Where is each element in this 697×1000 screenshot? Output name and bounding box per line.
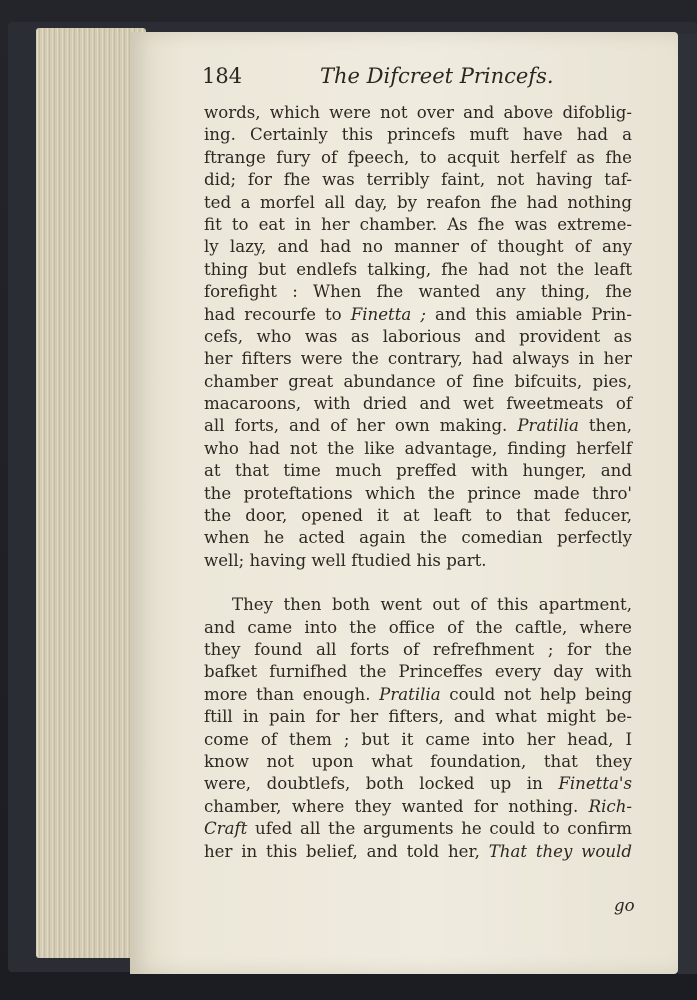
book-cover-right-edge bbox=[678, 34, 697, 974]
italic-name: Finetta's bbox=[558, 774, 632, 794]
text-line bbox=[204, 304, 632, 326]
text-run: chamber great abundance of fine bifcuits, pies, bbox=[204, 371, 632, 391]
text-run: then, bbox=[578, 416, 632, 436]
text-run: when he acted again the comedian perfectly bbox=[204, 528, 632, 548]
text-run: know not upon what foundation, that they bbox=[204, 751, 632, 771]
text-run: well; having well ftudied his part. bbox=[204, 550, 487, 570]
italic-name: Finetta ; bbox=[350, 304, 426, 324]
text-line bbox=[204, 371, 632, 393]
text-run: they found all forts of refrefhment ; for the bbox=[204, 639, 632, 659]
text-line bbox=[204, 684, 632, 706]
text-run: her fifters were the contrary, had always in her bbox=[204, 349, 632, 369]
text-run: the door, opened it at leaft to that feducer, bbox=[204, 506, 632, 526]
text-line bbox=[204, 550, 632, 572]
italic-phrase: That they would bbox=[488, 841, 632, 861]
text-run: words, which were not over and above difoblig- bbox=[204, 103, 632, 122]
text-line bbox=[204, 617, 632, 639]
text-line bbox=[204, 796, 632, 818]
text-run: come of them ; but it came into her head, I bbox=[204, 729, 632, 749]
paragraph-2 bbox=[204, 594, 632, 863]
text-run: forefight : When fhe wanted any thing, fhe bbox=[204, 282, 632, 302]
text-line bbox=[204, 415, 632, 437]
text-run: more than enough. bbox=[204, 684, 380, 704]
text-run: fit to eat in her chamber. As fhe was extreme- bbox=[204, 214, 632, 234]
text-run: the proteftations which the prince made thro' bbox=[204, 483, 632, 503]
text-run: and came into the office of the caftle, where bbox=[204, 617, 632, 637]
italic-name: Pratilia bbox=[517, 416, 579, 436]
page-number: 184 bbox=[202, 64, 243, 88]
text-run: could not help being bbox=[440, 684, 632, 704]
text-line bbox=[204, 527, 632, 549]
text-run: had recourfe to bbox=[204, 304, 351, 324]
text-run: at that time much preffed with hunger, and bbox=[204, 461, 632, 481]
text-line bbox=[204, 236, 632, 258]
text-line bbox=[204, 818, 632, 840]
text-line bbox=[204, 214, 632, 236]
text-line bbox=[204, 438, 632, 460]
text-line bbox=[204, 729, 632, 751]
text-line bbox=[204, 169, 632, 191]
body-text bbox=[204, 102, 632, 863]
text-run: chamber, where they wanted for nothing. bbox=[204, 796, 589, 816]
text-line bbox=[204, 147, 632, 169]
text-line bbox=[204, 281, 632, 303]
text-line bbox=[204, 706, 632, 728]
text-run: ftrange fury of fpeech, to acquit herfelf as fhe bbox=[204, 147, 632, 167]
text-line bbox=[204, 841, 632, 863]
text-run: and this amiable Prin- bbox=[425, 304, 632, 324]
text-run: They then both went out of this apartment, bbox=[232, 595, 632, 615]
text-line bbox=[204, 393, 632, 415]
text-line bbox=[204, 460, 632, 482]
text-line bbox=[204, 594, 632, 616]
text-run: macaroons, with dried and wet fweetmeats of bbox=[204, 394, 632, 414]
text-line bbox=[204, 661, 632, 683]
text-line bbox=[204, 639, 632, 661]
text-line bbox=[204, 348, 632, 370]
text-line bbox=[204, 751, 632, 773]
italic-name: Craft bbox=[204, 819, 248, 839]
text-run: ufed all the arguments he could to confirm bbox=[247, 819, 632, 839]
paragraph-1 bbox=[204, 102, 632, 572]
text-run: ing. Certainly this princefs muft have had a bbox=[204, 125, 632, 145]
text-line bbox=[204, 124, 632, 146]
text-run: bafket furnifhed the Princeffes every day with bbox=[204, 662, 632, 682]
text-run: cefs, who was as laborious and provident as bbox=[204, 326, 632, 346]
text-line bbox=[204, 773, 632, 795]
text-line bbox=[204, 192, 632, 214]
italic-name: Rich- bbox=[588, 796, 632, 816]
text-run: thing but endlefs talking, fhe had not the leaft bbox=[204, 259, 632, 279]
catchword: go bbox=[614, 896, 635, 915]
text-run: did; for fhe was terribly faint, not having taf- bbox=[204, 170, 632, 190]
text-run: who had not the like advantage, finding herfelf bbox=[204, 438, 632, 458]
italic-name: Pratilia bbox=[379, 684, 441, 704]
text-line bbox=[204, 483, 632, 505]
text-run: ly lazy, and had no manner of thought of any bbox=[204, 237, 632, 257]
text-line bbox=[204, 326, 632, 348]
text-run: her in this belief, and told her, bbox=[204, 841, 489, 861]
text-line bbox=[204, 259, 632, 281]
paragraph-gap bbox=[204, 572, 632, 594]
text-run: ted a morfel all day, by reafon fhe had nothing bbox=[204, 192, 632, 212]
text-line bbox=[204, 505, 632, 527]
text-run: ftill in pain for her fifters, and what might be- bbox=[204, 707, 632, 727]
text-run: were, doubtlefs, both locked up in bbox=[204, 774, 559, 794]
page-header bbox=[202, 60, 632, 100]
text-run: all forts, and of her own making. bbox=[204, 416, 518, 436]
text-line bbox=[204, 102, 632, 124]
running-title: The Difcreet Princefs. bbox=[320, 64, 554, 88]
